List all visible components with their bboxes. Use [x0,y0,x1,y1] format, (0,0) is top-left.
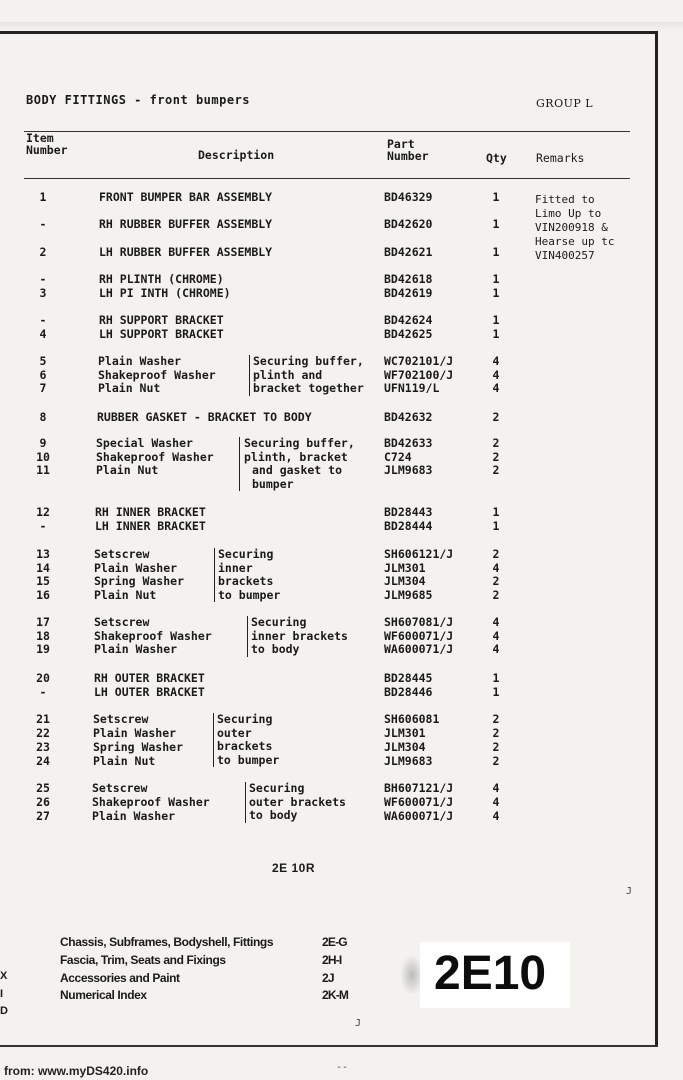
table-row [0,286,530,300]
index-label: Chassis, Subframes, Bodyshell, Fittings [60,935,274,949]
description: RH PLINTH (CHROME) [99,272,224,286]
item-number: 22 [36,726,50,740]
description: Setscrew [93,712,149,726]
bracket-line [245,782,246,823]
table-row [0,272,530,286]
securing-note: to bumper [217,752,280,767]
part-number: BD42618 [384,272,433,286]
description: Shakeproof Washer [92,795,210,809]
description: Setscrew [94,615,150,629]
part-number: JLM301 [384,561,426,575]
item-number: - [39,272,47,286]
part-number: BH607121/J [384,781,454,795]
part-number: BD42624 [384,313,433,327]
quantity: 4 [492,809,500,823]
description: Plain Washer [94,561,178,575]
quantity: 1 [492,272,500,286]
quantity: 1 [492,245,500,259]
scan-mark: J [355,1018,362,1029]
index-label: Numerical Index [60,988,147,1002]
table-row [0,410,530,424]
index-code: 2J [322,971,334,985]
column-item-number [26,132,68,156]
description: LH RUBBER BUFFER ASSEMBLY [99,245,273,259]
quantity: 2 [492,436,500,450]
item-number: 7 [39,381,47,395]
page-title: BODY FITTINGS - front bumpers [26,93,251,107]
table-row [0,245,530,259]
item-number: 27 [36,809,50,823]
item-number: 19 [36,642,50,656]
quantity: 2 [492,712,500,726]
securing-note: Securing buffer, [244,436,355,450]
header-rule-top [24,131,630,132]
quantity: 1 [492,313,500,327]
quantity: 4 [492,615,500,629]
table-row [0,327,530,341]
column-part-line2: Number [387,149,429,163]
part-number: WF600071/J [384,629,454,643]
item-number: 14 [36,561,50,575]
quantity: 1 [492,327,500,341]
quantity: 1 [492,217,500,231]
part-number: JLM301 [384,726,426,740]
header-rule-bottom [24,178,630,179]
quantity: 4 [492,629,500,643]
item-number: 11 [36,463,50,477]
item-number: 20 [36,671,50,685]
bracket-line [249,355,250,396]
description: Special Washer [96,436,193,450]
part-number: SH607081/J [384,615,454,629]
item-number: 21 [36,712,50,726]
quantity: 2 [492,740,500,754]
part-number: BD42619 [384,286,433,300]
item-number: 12 [36,505,50,519]
description: Shakeproof Washer [98,368,216,382]
index-code: 2H-I [322,953,342,967]
index-row [60,953,342,969]
description: Shakeproof Washer [96,450,214,464]
index-code: 2K-M [322,988,349,1002]
part-number: BD42621 [384,245,433,259]
description: Plain Nut [94,588,157,602]
securing-note: Securing buffer, [253,354,364,368]
description: Spring Washer [93,740,184,754]
quantity: 4 [492,368,500,382]
table-row [0,671,530,685]
part-number: C724 [384,450,412,464]
bracket-line [239,437,240,491]
quantity: 1 [492,286,500,300]
column-part-line1: Part [387,137,415,151]
securing-note: brackets [218,574,274,589]
item-number: 16 [36,588,50,602]
item-number: 5 [39,354,47,368]
part-number: BD42632 [384,410,433,424]
item-number: 1 [39,190,47,204]
securing-note: outer brackets [249,794,346,809]
part-number: JLM9683 [384,754,433,768]
quantity: 1 [492,519,500,533]
index-row [60,988,349,1004]
part-number: UFN119/L [384,381,440,395]
part-number: JLM9683 [384,463,433,477]
scan-shadow [0,22,683,30]
quantity: 2 [492,574,500,588]
quantity: 1 [492,685,500,699]
part-number: BD42633 [384,436,433,450]
description: Plain Nut [98,381,161,395]
part-number: WC702101/J [384,354,454,368]
part-number: BD28446 [384,685,433,699]
part-number: SH606121/J [384,547,454,561]
table-row [0,190,530,204]
quantity: 2 [492,547,500,561]
column-description: Description [198,148,275,162]
part-number: JLM9685 [384,588,433,602]
description: Shakeproof Washer [94,629,212,643]
part-number: BD28445 [384,671,433,685]
description: Plain Washer [93,726,177,740]
part-number: WA600071/J [384,809,454,823]
part-number: WF600071/J [384,795,454,809]
part-number: JLM304 [384,574,426,588]
description: Plain Washer [94,642,178,656]
frame-top-border [0,31,658,34]
quantity: 4 [492,642,500,656]
table-row [0,313,530,327]
fiche-code-box [420,942,570,1008]
description: Plain Nut [93,754,156,768]
securing-note: Securing [251,615,307,629]
item-number: 24 [36,754,50,768]
description: RH RUBBER BUFFER ASSEMBLY [99,217,273,231]
description: LH OUTER BRACKET [94,685,205,699]
description: LH PI INTH (CHROME) [99,286,231,300]
item-number: - [39,313,47,327]
scan-mark: J [626,886,633,897]
index-label: Fascia, Trim, Seats and Fixings [60,953,226,967]
side-mark: D [0,1005,8,1017]
quantity: 4 [492,795,500,809]
quantity: 2 [492,450,500,464]
securing-note: inner brackets [251,628,348,643]
quantity: 2 [492,726,500,740]
part-number: SH606081 [384,712,440,726]
description: LH SUPPORT BRACKET [99,327,224,341]
index-code: 2E-G [322,935,347,949]
quantity: 2 [492,588,500,602]
column-remarks: Remarks [536,151,585,165]
table-row [0,505,530,519]
item-number: 4 [39,327,47,341]
quantity: 2 [492,754,500,768]
securing-note: Securing [218,547,274,561]
frame-bottom-border [0,1045,658,1047]
part-number: WF702100/J [384,368,454,382]
item-number: 26 [36,795,50,809]
description: Plain Washer [92,809,176,823]
part-number: BD46329 [384,190,433,204]
description: Setscrew [92,781,148,795]
table-row [0,519,530,533]
frame-right-border [655,31,658,1046]
index-row [60,971,334,987]
item-number: 10 [36,450,50,464]
page-label: 2E 10R [272,861,316,875]
quantity: 2 [492,463,500,477]
description: RH SUPPORT BRACKET [99,313,224,327]
description: RH INNER BRACKET [95,505,206,519]
part-number: JLM304 [384,740,426,754]
securing-note: Securing [249,781,305,795]
description: Plain Nut [96,463,159,477]
description: FRONT BUMPER BAR ASSEMBLY [99,190,273,204]
item-number: 6 [39,368,47,382]
column-item-line2: Number [26,143,68,157]
source-footer: from: www.myDS420.info [4,1064,149,1078]
remarks-text: Fitted to Limo Up to VIN200918 & Hearse up tc VIN400257 [535,193,615,262]
description: Spring Washer [94,574,185,588]
item-number: 18 [36,629,50,643]
table-row [0,685,530,699]
securing-note: plinth, bracket [244,449,348,464]
side-mark: X [0,970,8,982]
column-item-line1: Item [26,131,54,145]
quantity: 1 [492,505,500,519]
description: Setscrew [94,547,150,561]
quantity: 2 [492,410,500,424]
scan-mark: -- [336,1062,349,1073]
item-number: 25 [36,781,50,795]
column-part-number [387,138,429,162]
securing-note: brackets [217,739,273,754]
item-number: 8 [39,410,47,424]
part-number: BD42620 [384,217,433,231]
part-number: BD42625 [384,327,433,341]
quantity: 1 [492,190,500,204]
part-number: WA600071/J [384,642,454,656]
quantity: 1 [492,671,500,685]
item-number: 15 [36,574,50,588]
quantity: 4 [492,381,500,395]
part-number: BD28443 [384,505,433,519]
item-number: 23 [36,740,50,754]
quantity: 4 [492,781,500,795]
item-number: - [39,217,47,231]
side-mark: I [0,988,4,1000]
item-number: 2 [39,245,47,259]
table-row [0,561,530,575]
securing-note: and gasket to [252,463,343,478]
description: Plain Washer [98,354,182,368]
securing-note: outer [217,725,252,740]
securing-note: to body [251,642,300,657]
table-row [0,726,530,740]
securing-note: inner [218,560,253,575]
securing-note: bumper [252,476,294,491]
fiche-code: 2E10 [434,947,547,1000]
item-number: - [39,685,47,699]
group-label: GROUP L [536,97,594,110]
item-number: 3 [39,286,47,300]
quantity: 4 [492,561,500,575]
securing-note: plinth and [253,367,323,382]
description: LH INNER BRACKET [95,519,206,533]
column-qty: Qty [486,151,507,165]
description: RH OUTER BRACKET [94,671,205,685]
securing-note: to body [249,808,298,823]
quantity: 4 [492,354,500,368]
securing-note: to bumper [218,587,281,602]
item-number: 17 [36,615,50,629]
description: RUBBER GASKET - BRACKET TO BODY [97,410,312,424]
index-label: Accessories and Paint [60,971,180,985]
part-number: BD28444 [384,519,433,533]
bracket-line [214,548,215,602]
item-number: 13 [36,547,50,561]
bracket-line [213,713,214,767]
table-row [0,217,530,231]
bracket-line [247,616,248,657]
securing-note: Securing [217,712,273,726]
item-number: - [39,519,47,533]
securing-note: bracket together [253,381,364,396]
index-row [60,935,347,951]
item-number: 9 [39,436,47,450]
